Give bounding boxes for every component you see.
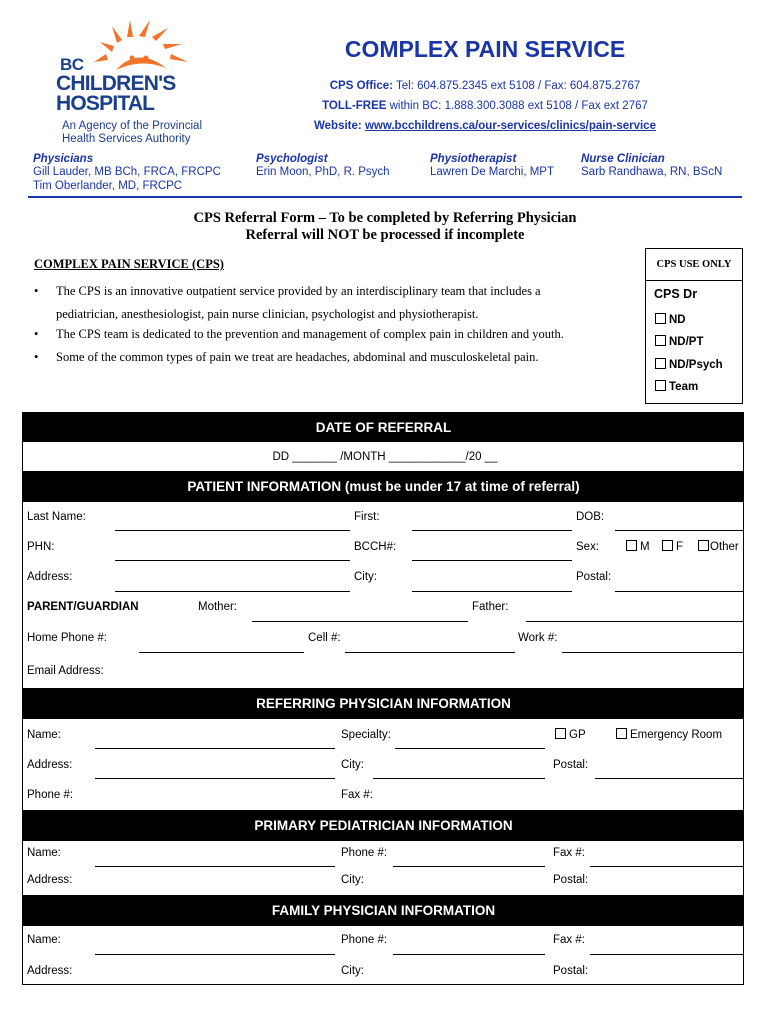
fam-phone-label: Phone #: <box>341 934 388 946</box>
dob-field[interactable] <box>615 530 743 531</box>
office-contact <box>230 80 740 92</box>
dob-label: DOB: <box>576 511 605 523</box>
ped-phone-field[interactable] <box>393 866 545 867</box>
ref-option-gp[interactable]: GP <box>555 728 586 741</box>
mother-label: Mother: <box>198 601 237 613</box>
checkbox[interactable] <box>655 380 666 391</box>
checkbox[interactable] <box>655 335 666 346</box>
staff-physicians <box>33 153 221 193</box>
mother-field[interactable] <box>252 621 468 622</box>
staff-nurse <box>581 153 722 179</box>
bcch-label: BCCH#: <box>354 541 397 553</box>
ped-fax-field[interactable] <box>590 866 743 867</box>
home-phone-label: Home Phone #: <box>27 632 107 644</box>
cell-field[interactable] <box>345 652 515 653</box>
ref-fax-label: Fax #: <box>341 789 373 801</box>
fam-postal-label: Postal: <box>553 965 589 977</box>
bcch-field[interactable] <box>412 560 572 561</box>
date-of-referral-bar: DATE OF REFERRAL <box>23 413 744 442</box>
father-label: Father: <box>472 601 509 613</box>
logo-childrens-text: CHILDREN'S <box>56 72 176 95</box>
fam-fax-field[interactable] <box>590 954 743 955</box>
office-text: Tel: 604.875.2345 ext 5108 / Fax: 604.875.2767 <box>396 80 641 92</box>
fam-name-field[interactable] <box>95 954 335 955</box>
checkbox[interactable] <box>555 728 566 739</box>
patient-address-field[interactable] <box>115 591 350 592</box>
cps-option-team[interactable]: Team <box>655 380 698 393</box>
bullet-item-2 <box>34 323 634 346</box>
psychologist-label: Psychologist <box>256 153 328 165</box>
physio-name: Lawren De Marchi, MPT <box>430 166 554 178</box>
nurse-label: Nurse Clinician <box>581 153 665 165</box>
sex-option-f[interactable]: F <box>662 540 683 553</box>
website-label: Website: <box>314 120 362 132</box>
logo-agency-line2: Health Services Authority <box>62 133 191 145</box>
bullet-dot: • <box>34 327 39 341</box>
checkbox[interactable] <box>626 540 637 551</box>
ped-phone-label: Phone #: <box>341 847 388 859</box>
cps-option-nd-psych[interactable]: ND/Psych <box>655 358 723 371</box>
ref-postal-label: Postal: <box>553 759 589 771</box>
form-title-1: CPS Referral Form – To be completed by Referring Physician <box>193 210 577 226</box>
fam-city-label: City: <box>341 965 364 977</box>
ref-address-label: Address: <box>27 759 73 771</box>
office-label: CPS Office: <box>329 80 393 92</box>
psychologist-name: Erin Moon, PhD, R. Psych <box>256 166 390 178</box>
patient-info-bar: PATIENT INFORMATION (must be under 17 at time of referral) <box>23 471 744 502</box>
first-name-field[interactable] <box>412 530 572 531</box>
physio-label: Physiotherapist <box>430 153 517 165</box>
ped-fax-label: Fax #: <box>553 847 585 859</box>
checkbox[interactable] <box>698 540 709 551</box>
fam-address-label: Address: <box>27 965 73 977</box>
first-name-label: First: <box>354 511 380 523</box>
work-label: Work #: <box>518 632 558 644</box>
referral-date-line[interactable]: DD _______ /MONTH ____________/20 __ <box>272 451 498 463</box>
email-label: Email Address: <box>27 665 104 677</box>
logo-bc-text: BC <box>60 55 84 74</box>
ped-name-label: Name: <box>27 847 61 859</box>
website-contact <box>230 120 740 132</box>
checkbox[interactable] <box>655 358 666 369</box>
last-name-label: Last Name: <box>27 511 86 523</box>
bullet-item-3 <box>34 346 634 369</box>
staff-psychologist <box>256 153 390 179</box>
staff-physio <box>430 153 554 179</box>
primary-pediatrician-bar: PRIMARY PEDIATRICIAN INFORMATION <box>23 810 744 841</box>
ped-city-label: City: <box>341 874 364 886</box>
physician-2: Tim Oberlander, MD, FRCPC <box>33 180 183 192</box>
phn-field[interactable] <box>115 560 350 561</box>
bullet-dot: • <box>34 284 39 298</box>
ref-specialty-label: Specialty: <box>341 729 391 741</box>
patient-city-label: City: <box>354 571 377 583</box>
physicians-label: Physicians <box>33 153 94 165</box>
website-link[interactable]: www.bcchildrens.ca/our-services/clinics/pain-service <box>364 120 656 132</box>
sex-option-m[interactable]: M <box>626 540 650 553</box>
sex-label: Sex: <box>576 541 600 553</box>
checkbox[interactable] <box>662 540 673 551</box>
last-name-field[interactable] <box>115 530 350 531</box>
ref-name-field[interactable] <box>95 748 335 749</box>
fam-fax-label: Fax #: <box>553 934 585 946</box>
patient-address-label: Address: <box>27 571 73 583</box>
tollfree-contact <box>230 100 740 112</box>
cps-option-nd-pt[interactable]: ND/PT <box>655 335 704 348</box>
cps-use-only-header: CPS USE ONLY <box>646 249 742 281</box>
bullet-1-line-a: The CPS is an innovative outpatient service provided by an interdisciplinary team that includes a <box>56 284 541 298</box>
family-physician-bar: FAMILY PHYSICIAN INFORMATION <box>23 895 744 926</box>
checkbox[interactable] <box>616 728 627 739</box>
cps-use-only-box <box>645 248 743 404</box>
ref-address-field[interactable] <box>95 778 335 779</box>
ref-phone-label: Phone #: <box>27 789 74 801</box>
ref-option-er[interactable]: Emergency Room <box>616 728 722 741</box>
cps-section-label: COMPLEX PAIN SERVICE (CPS) <box>34 257 224 271</box>
bullet-1-line-b: pediatrician, anesthesiologist, pain nurse clinician, psychologist and physiotherapist. <box>56 307 479 321</box>
patient-postal-label: Postal: <box>576 571 612 583</box>
referring-physician-bar: REFERRING PHYSICIAN INFORMATION <box>23 688 744 719</box>
ped-name-field[interactable] <box>95 866 335 867</box>
cps-dr-label: CPS Dr <box>654 287 698 301</box>
patient-city-field[interactable] <box>412 591 572 592</box>
logo-agency-text <box>62 120 202 146</box>
tollfree-text: within BC: 1.888.300.3088 ext 5108 / Fax ext 2767 <box>389 100 648 112</box>
ref-city-label: City: <box>341 759 364 771</box>
cell-label: Cell #: <box>308 632 341 644</box>
ped-address-label: Address: <box>27 874 73 886</box>
bullet-dot: • <box>34 350 39 364</box>
logo-agency-line1: An Agency of the Provincial <box>62 120 202 132</box>
bullet-2-text: The CPS team is dedicated to the prevention and management of complex pain in children and youth. <box>56 327 564 341</box>
fam-name-label: Name: <box>27 934 61 946</box>
fam-phone-field[interactable] <box>393 954 545 955</box>
form-title-2: Referral will NOT be processed if incomplete <box>245 227 525 243</box>
home-phone-field[interactable] <box>139 652 304 653</box>
bc-childrens-sun-logo-icon <box>86 18 196 78</box>
tollfree-label: TOLL-FREE <box>322 100 387 112</box>
cps-option-nd[interactable]: ND <box>655 313 686 326</box>
father-field[interactable] <box>526 621 743 622</box>
phn-label: PHN: <box>27 541 55 553</box>
physician-1: Gill Lauder, MB BCh, FRCA, FRCPC <box>33 166 221 178</box>
page-title: COMPLEX PAIN SERVICE <box>344 36 626 62</box>
nurse-name: Sarb Randhawa, RN, BScN <box>581 166 723 178</box>
ref-name-label: Name: <box>27 729 61 741</box>
parent-guardian-label: PARENT/GUARDIAN <box>27 601 139 613</box>
bullet-item-1 <box>34 280 634 326</box>
sex-option-other[interactable]: Other <box>698 540 739 553</box>
ref-specialty-field[interactable] <box>395 748 545 749</box>
checkbox[interactable] <box>655 313 666 324</box>
bullet-3-text: Some of the common types of pain we treat are headaches, abdominal and musculoskeletal pain. <box>56 350 539 364</box>
ref-postal-field[interactable] <box>595 778 743 779</box>
patient-postal-field[interactable] <box>615 591 743 592</box>
ref-city-field[interactable] <box>373 778 545 779</box>
work-field[interactable] <box>562 652 743 653</box>
ped-postal-label: Postal: <box>553 874 589 886</box>
logo-hospital-text: HOSPITAL <box>56 92 155 115</box>
header-divider <box>28 196 742 198</box>
